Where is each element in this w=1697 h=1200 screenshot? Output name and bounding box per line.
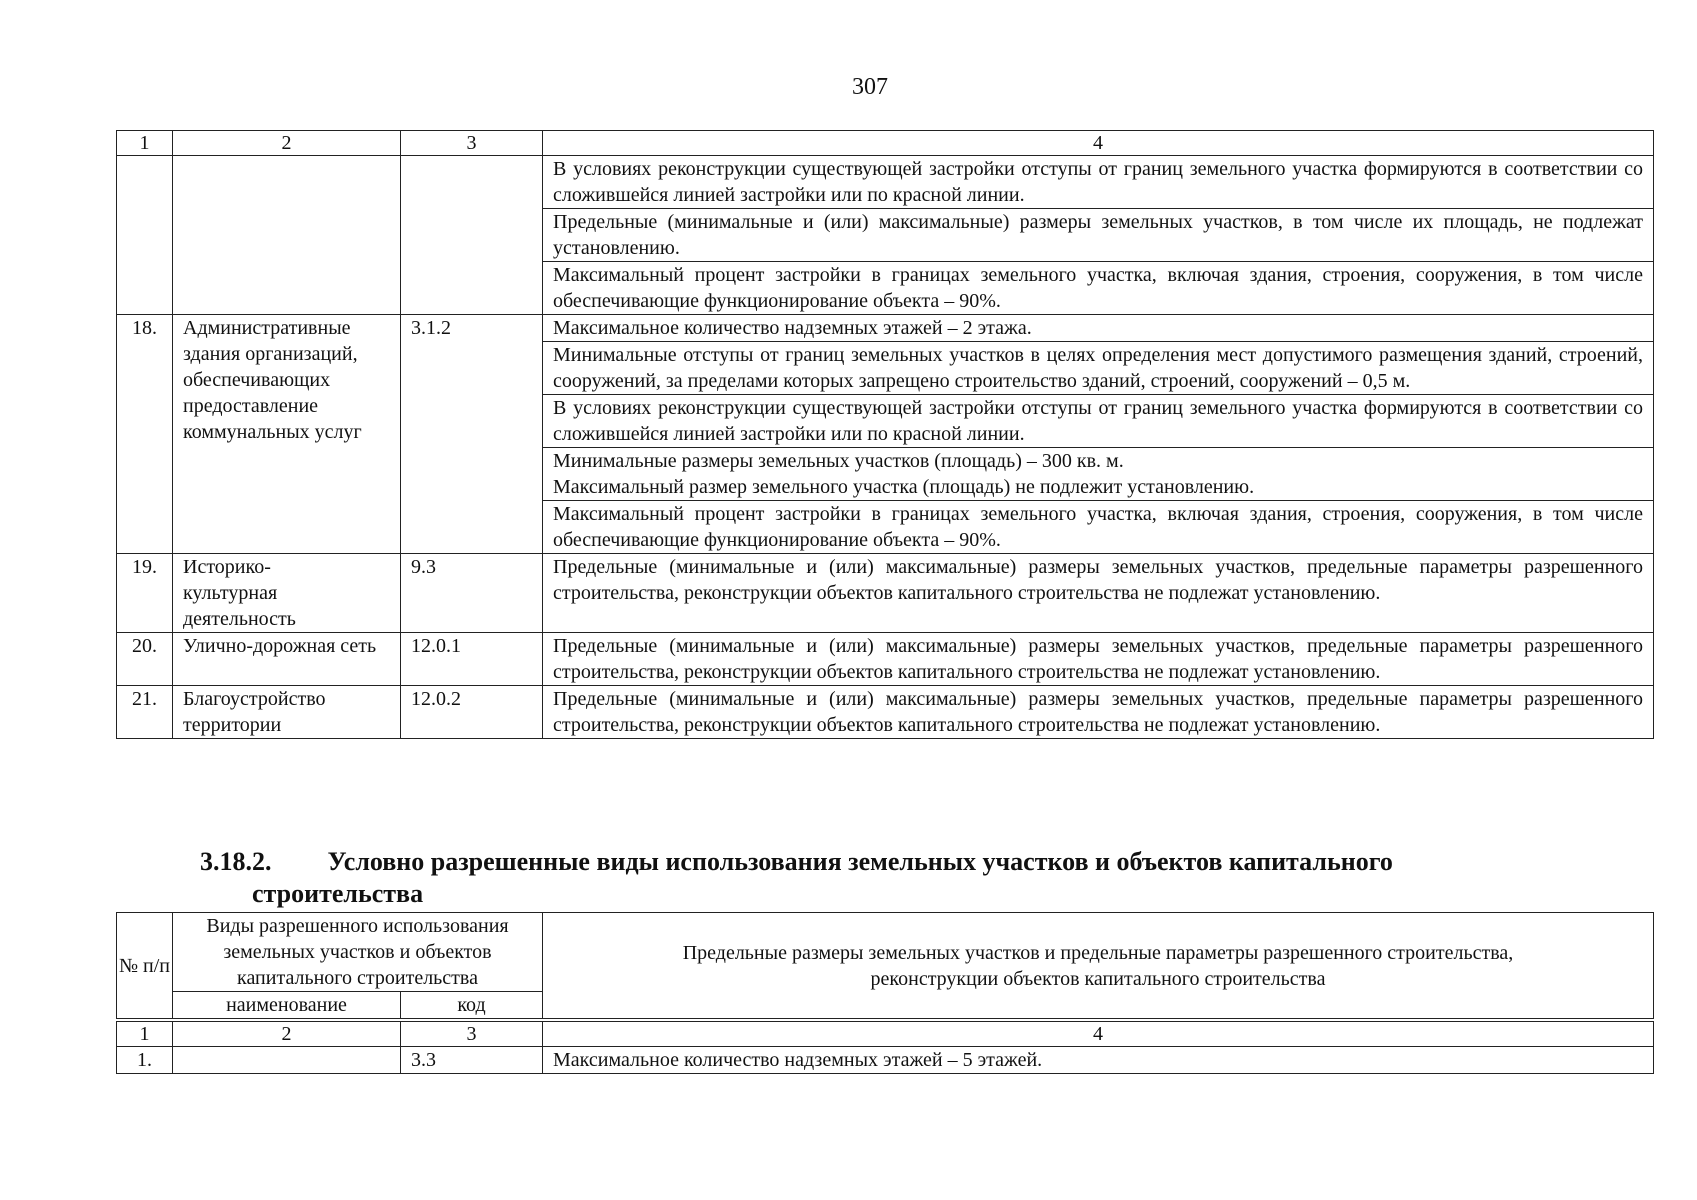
param-cell: Минимальные отступы от границ земельных участков в целях определения мест допустимого размещения зданий, строений, сооружений, за пределами которых запрещено строительство зданий, строений, сооружений – 0,5 м. xyxy=(543,342,1654,395)
col-number-1: 1 xyxy=(117,131,173,156)
row-number: 1. xyxy=(117,1047,173,1074)
table-row-19 xyxy=(117,554,1654,633)
use-code: 3.1.2 xyxy=(401,315,543,554)
use-code: 12.0.2 xyxy=(401,686,543,739)
kinds-header: Виды разрешенного использования земельных участков и объектов капитального строительства xyxy=(173,913,543,992)
param-cell: Предельные (минимальные и (или) максимальные) размеры земельных участков, предельные параметры разрешенного строительства, реконструкции объектов капитального строительства не подлежат установлению. xyxy=(543,554,1654,633)
col-number-3: 3 xyxy=(401,131,543,156)
row-number: 21. xyxy=(117,686,173,739)
param-cell: Максимальный процент застройки в границах земельного участка, включая здания, строения, сооружения, в том числе обеспечивающие функционирование объекта – 90%. xyxy=(543,262,1654,315)
params-header: Предельные размеры земельных участков и предельные параметры разрешенного строительства, реконструкции объектов капитального строительства xyxy=(543,913,1654,1021)
param-cell: Предельные (минимальные и (или) максимальные) размеры земельных участков, в том числе их площадь, не подлежат установлению. xyxy=(543,209,1654,262)
param-cell: В условиях реконструкции существующей застройки отступы от границ земельного участка формируются в соответствии со сложившейся линией застройки или по красной линии. xyxy=(543,395,1654,448)
section-heading-text xyxy=(200,846,1393,878)
page-number: 307 xyxy=(852,74,888,100)
section-title-line2: строительства xyxy=(252,879,424,908)
table-row-21 xyxy=(117,686,1654,739)
empty-num-cell xyxy=(117,156,173,315)
col-number-2: 2 xyxy=(173,1020,401,1047)
row-number: 18. xyxy=(117,315,173,554)
col-number-4: 4 xyxy=(543,1020,1654,1047)
section-title-line1: Условно разрешенные виды использования земельных участков и объектов капитального xyxy=(327,847,1393,876)
col-number-2: 2 xyxy=(173,131,401,156)
column-number-row xyxy=(117,1020,1654,1047)
param-cell xyxy=(543,448,1654,501)
table-row xyxy=(117,156,1654,209)
param-line: Максимальный размер земельного участка (площадь) не подлежит установлению. xyxy=(553,476,1255,498)
conditional-uses-table xyxy=(116,912,1654,1074)
use-name: Благоустройство территории xyxy=(173,686,401,739)
param-cell: Максимальный процент застройки в границах земельного участка, включая здания, строения, сооружения, в том числе обеспечивающие функционирование объекта – 90%. xyxy=(543,501,1654,554)
param-cell: Максимальное количество надземных этажей – 5 этажей. xyxy=(543,1047,1654,1074)
use-code: 9.3 xyxy=(401,554,543,633)
table-row-20 xyxy=(117,633,1654,686)
section-number: 3.18.2. xyxy=(200,847,272,876)
col-number-3: 3 xyxy=(401,1020,543,1047)
param-cell: Максимальное количество надземных этажей – 2 этажа. xyxy=(543,315,1654,342)
use-name-line: деятельность xyxy=(183,608,296,630)
empty-name-cell xyxy=(173,156,401,315)
name-subheader: наименование xyxy=(173,992,401,1021)
col-number-4: 4 xyxy=(543,131,1654,156)
param-cell: Предельные (минимальные и (или) максимальные) размеры земельных участков, предельные параметры разрешенного строительства, реконструкции объектов капитального строительства не подлежат установлению. xyxy=(543,633,1654,686)
num-header: № п/п xyxy=(117,913,173,1021)
code-subheader: код xyxy=(401,992,543,1021)
table-header-row xyxy=(117,913,1654,992)
use-name-line: культурная xyxy=(183,582,278,604)
param-cell: В условиях реконструкции существующей застройки отступы от границ земельного участка формируются в соответствии со сложившейся линией застройки или по красной линии. xyxy=(543,156,1654,209)
table-row-1 xyxy=(117,1047,1654,1074)
use-name-line: Историко- xyxy=(183,556,271,578)
section-heading xyxy=(200,846,1653,910)
use-code: 3.3 xyxy=(401,1047,543,1074)
use-name: Улично-дорожная сеть xyxy=(173,633,401,686)
row-number: 19. xyxy=(117,554,173,633)
use-name xyxy=(173,1047,401,1074)
use-code: 12.0.1 xyxy=(401,633,543,686)
use-name: Административные здания организаций, обеспечивающих предоставление коммунальных услуг xyxy=(173,315,401,554)
param-line: Минимальные размеры земельных участков (площадь) – 300 кв. м. xyxy=(553,450,1124,472)
param-cell: Предельные (минимальные и (или) максимальные) размеры земельных участков, предельные параметры разрешенного строительства, реконструкции объектов капитального строительства не подлежат установлению. xyxy=(543,686,1654,739)
permitted-uses-table-continued xyxy=(116,130,1654,739)
section-heading-line xyxy=(200,846,1653,878)
col-number-1: 1 xyxy=(117,1020,173,1047)
row-number: 20. xyxy=(117,633,173,686)
table-row-18 xyxy=(117,315,1654,342)
use-name xyxy=(173,554,401,633)
empty-code-cell xyxy=(401,156,543,315)
column-number-row xyxy=(117,131,1654,156)
